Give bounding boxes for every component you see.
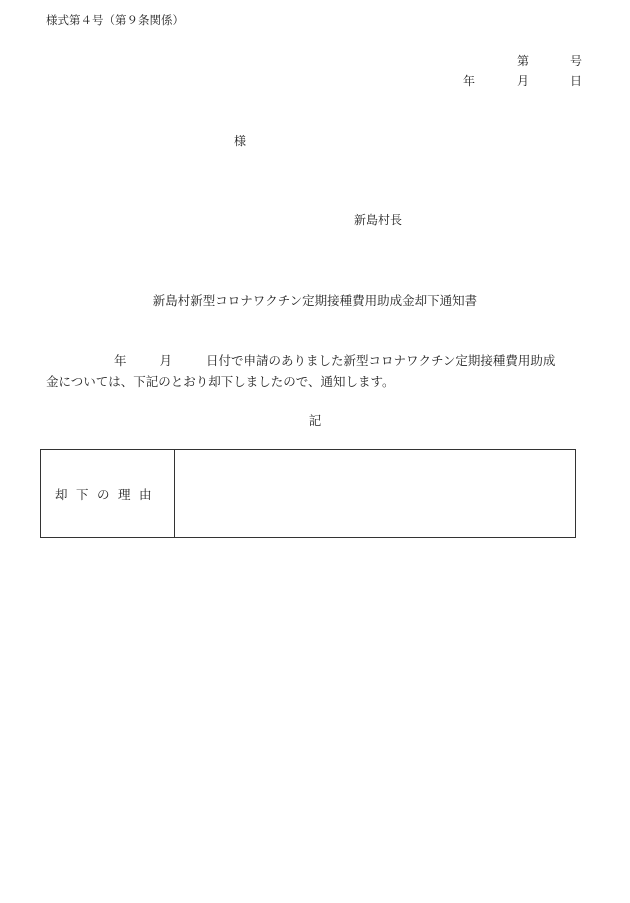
document-title: 新島村新型コロナワクチン定期接種費用助成金却下通知書 — [152, 293, 478, 308]
body-line-1 — [46, 351, 555, 369]
body-month: 月 — [159, 353, 173, 368]
date-month: 月 — [517, 74, 530, 88]
body-line-2: 金については、下記のとおり却下しましたので、通知します。 — [46, 374, 395, 389]
reason-table — [40, 449, 576, 538]
document-number-prefix: 第 — [517, 54, 530, 68]
sender-name: 新島村長 — [354, 213, 403, 227]
form-number: 様式第４号（第９条関係） — [46, 13, 184, 27]
ki-heading: 記 — [308, 413, 322, 428]
body-line-1-rest: 日付で申請のありました新型コロナワクチン定期接種費用助成 — [206, 353, 556, 368]
reason-label: 却下の理由 — [41, 450, 175, 537]
document-number-suffix: 号 — [570, 54, 583, 68]
date-day: 日 — [570, 74, 583, 88]
date-year: 年 — [463, 74, 476, 88]
addressee-suffix: 様 — [234, 134, 247, 148]
reason-value-cell[interactable] — [175, 450, 575, 537]
body-year: 年 — [114, 353, 127, 368]
